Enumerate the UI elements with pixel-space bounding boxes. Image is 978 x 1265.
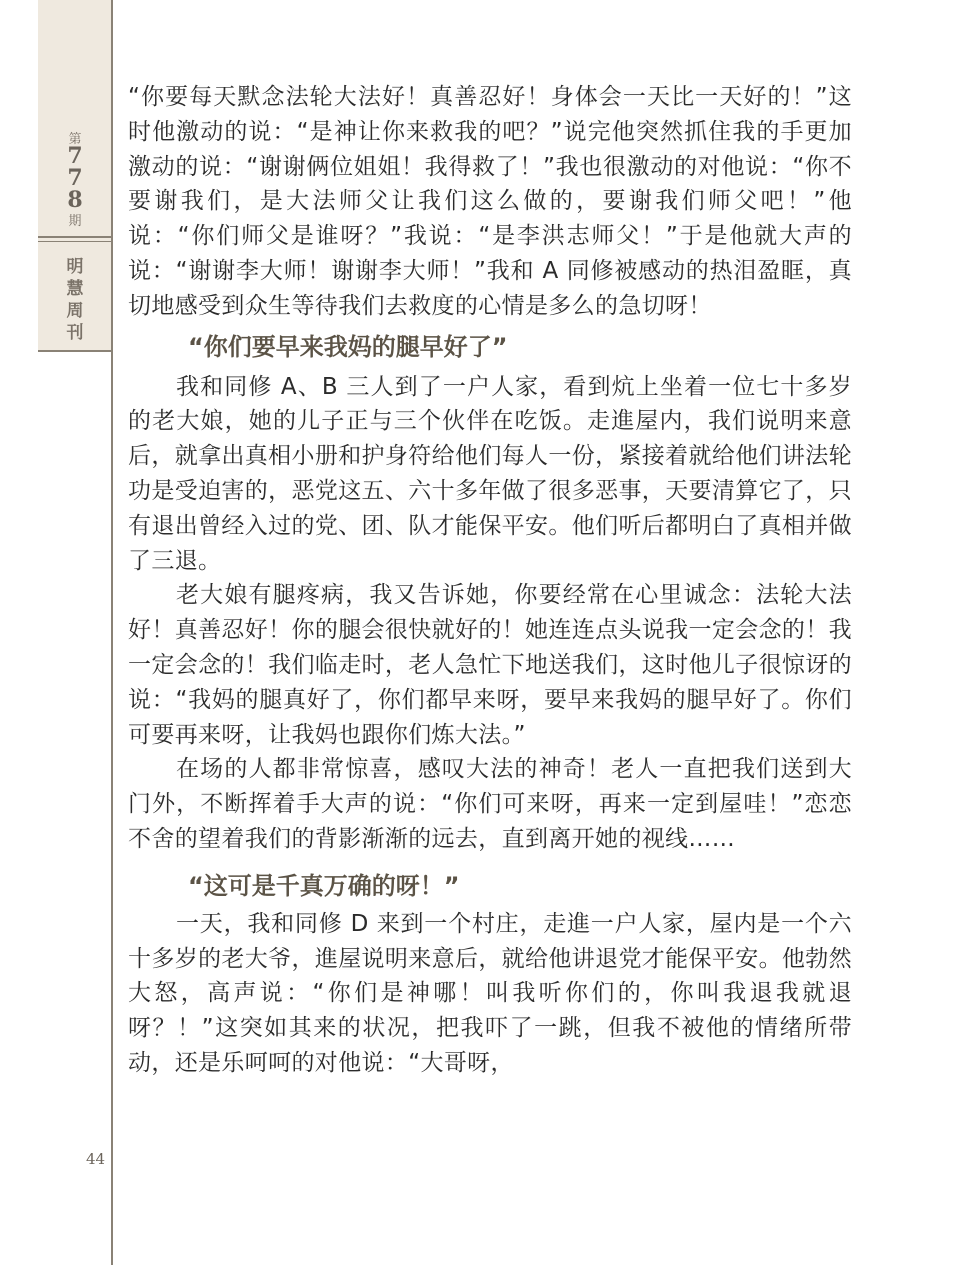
magazine-title-char: 刊 (66, 323, 84, 343)
article-body (128, 80, 852, 1081)
issue-digit: 7 (67, 165, 83, 191)
sidebar-divider-thin (38, 241, 112, 242)
paragraph: 我和同修 A、B 三人到了一户人家，看到炕上坐着一位七十多岁的老大娘，她的儿子正与三个伙伴在吃饭。走進屋内，我们说明来意后，就拿出真相小册和护身符给他们每人一份，紧接着就给他们讲法轮功是受迫害的，恶党这五、六十多年做了很多恶事，天要清算它了，只有退出曾经入过的党、团、队才能保平安。他们听后都明白了真相并做了三退。 (128, 373, 852, 574)
magazine-title-char: 慧 (66, 279, 84, 299)
magazine-title-char: 周 (66, 301, 84, 321)
paragraph: 老大娘有腿疼病，我又告诉她，你要经常在心里诚念：法轮大法好！真善忍好！你的腿会很快就好的！她连连点头说我一定会念的！我一定会念的！我们临走时，老人急忙下地送我们，这时他儿子很惊讶的说：“我妈的腿真好了，你们都早来呀，要早来我妈的腿早好了。你们可要再来呀，让我妈也跟你们炼大法。” (128, 582, 852, 748)
page-number: 44 (86, 1150, 106, 1168)
section-heading: “你们要早来我妈的腿早好了” (188, 332, 508, 361)
paragraph: 一天，我和同修 D 来到一个村庄，走進一户人家，屋内是一个六十多岁的老大爷，進屋说明来意后，就给他讲退党才能保平安。他勃然大怒，高声说：“你们是神哪！叫我听你们的，你叫我退我就退呀？！”这突如其来的状况，把我吓了一跳，但我不被他的情绪所带动，还是乐呵呵的对他说：“大哥呀， (128, 910, 852, 1076)
issue-digit: 7 (67, 143, 83, 169)
issue-prefix: 第 (68, 132, 82, 147)
issue-suffix: 期 (68, 214, 82, 229)
issue-digit: 8 (67, 187, 83, 213)
paragraph: 在场的人都非常惊喜，感叹大法的神奇！老人一直把我们送到大门外，不断挥着手大声的说：“你们可来呀，再来一定到屋哇！”恋恋不舍的望着我们的背影渐渐的远去，直到离开她的视线…… (128, 756, 852, 852)
magazine-title-char: 明 (66, 257, 84, 277)
paragraph: “你要每天默念法轮大法好！真善忍好！身体会一天比一天好的！”这时他激动的说：“是神让你来救我的吧？”说完他突然抓住我的手更加激动的说：“谢谢俩位姐姐！我得救了！”我也很激动的对他说：“你不要谢我们，是大法师父让我们这么做的，要谢我们师父吧！”他说：“你们师父是谁呀？”我说：“是李洪志师父！”于是他就大声的说：“谢谢李大师！谢谢李大师！”我和 A 同修被感动的热泪盈眶，真切地感受到众生等待我们去救度的心情是多么的急切呀！ (128, 84, 852, 319)
section-heading: “这可是千真万确的呀！” (188, 871, 460, 900)
sidebar-bottom-rule (38, 350, 112, 352)
sidebar-divider (38, 236, 112, 238)
